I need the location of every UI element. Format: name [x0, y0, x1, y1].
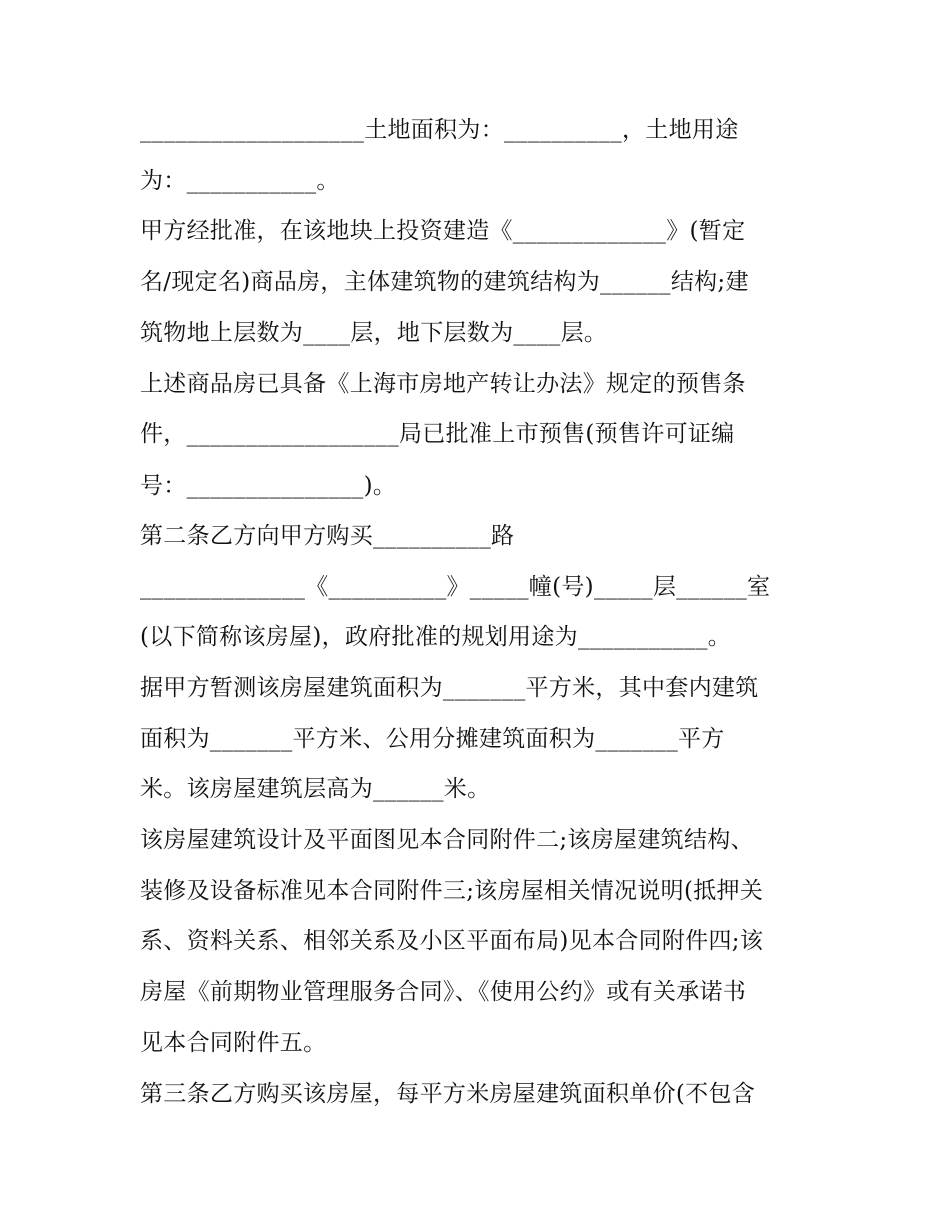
text-line-construction: 甲方经批准，在该地块上投资建造《_____________》(暂定 — [140, 218, 746, 244]
text-line-land-use: 为：___________。 — [140, 168, 340, 194]
text-line-presale-approval: 件，__________________局已批准上市预售(预售许可证编 — [140, 421, 735, 447]
text-line-land-area: ___________________土地面积为：__________，土地用途 — [140, 117, 739, 143]
text-line-permit-number: 号：_______________)。 — [140, 473, 397, 499]
text-line-unit-address: ______________《__________》_____幢(号)_____层______室 — [140, 574, 771, 600]
text-line-floor-height: 米。该房屋建筑层高为______米。 — [140, 776, 491, 802]
text-line-building-area: 据甲方暂测该房屋建筑面积为_______平方米，其中套内建筑 — [140, 675, 759, 701]
text-line-article-three: 第三条乙方购买该房屋，每平方米房屋建筑面积单价(不包含 — [140, 1081, 756, 1107]
text-line-presale-conditions: 上述商品房已具备《上海市房地产转让办法》规定的预售条 — [140, 371, 746, 397]
text-line-attachment-three: 装修及设备标准见本合同附件三;该房屋相关情况说明(抵押关 — [140, 878, 764, 904]
text-line-structure: 名/现定名)商品房，主体建筑物的建筑结构为______结构;建 — [140, 269, 749, 295]
text-line-attachment-four: 系、资料关系、相邻关系及小区平面布局)见本合同附件四;该 — [140, 928, 764, 954]
text-line-property-management: 房屋《前期物业管理服务合同》、《使用公约》或有关承诺书 — [140, 979, 747, 1005]
text-line-floors: 筑物地上层数为____层，地下层数为____层。 — [140, 320, 608, 346]
text-line-attachment-five: 见本合同附件五。 — [140, 1030, 327, 1056]
text-line-article-two: 第二条乙方向甲方购买__________路 — [140, 523, 515, 549]
text-line-attachment-two: 该房屋建筑设计及平面图见本合同附件二;该房屋建筑结构、 — [140, 827, 754, 853]
text-line-planned-use: (以下简称该房屋)，政府批准的规划用途为___________。 — [140, 624, 732, 650]
text-line-shared-area: 面积为_______平方米、公用分摊建筑面积为_______平方 — [140, 726, 725, 752]
